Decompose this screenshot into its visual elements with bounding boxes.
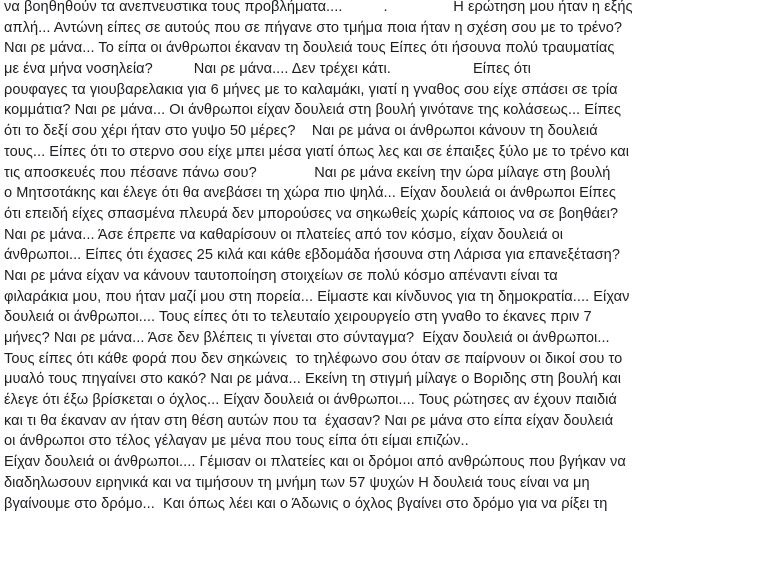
post-text-line: οι άνθρωποι στο τέλος γέλαγαν με μένα που τους είπα ότι είμαι επιζών.. [4,433,469,450]
post-text-line: Ναι ρε μάνα είχαν να κάνουν ταυτοποίηση στοιχείων σε πολύ κόσμο απέναντι είναι τα [4,267,558,284]
post-text-line: δουλειά οι άνθρωποι.... Τους είπες ότι το τελευταίο χειρουργείο στη γναθο το έκανες πριν 7 [4,309,592,326]
post-text-line: τις αποσκευές που πέσανε πάνω σου? Ναι ρε μάνα εκείνη την ώρα μίλαγε στη βουλή [4,164,611,181]
post-text-line: τους... Είπες ότι το στερνο σου είχε μπει μέσα γιατί όπως λες και σε έπαιξες ξύλο με το τρένο και [4,143,630,160]
post-text-line: μήνες? Ναι ρε μάνα... Άσε δεν βλέπεις τι γίνεται στο σύνταγμα? Είχαν δουλειά οι άνθρωποι... [4,330,610,346]
post-text-line: βγαίνουμε στο δρόμο... Και όπως λέει και ο Άδωνις ο όχλος βγαίνει στο δρόμο για να ρίξει τη [4,495,608,512]
post-body-text [4,0,768,514]
post-text-line: να βοηθηθούν τα ανεπνευστικα τους προβλήματα.... . Η ερώτηση μου ήταν η εξής [4,0,633,15]
post-text-line: ρουφαγες τα γιουβαρελακια για 6 μήνες με το καλαμάκι, γιατί η γναθος σου είχε σπάσει σε τρία [4,81,618,98]
post-text-line: φιλαράκια μου, που ήταν μαζί μου στη πορεία... Είμαστε και κίνδυνος για τη δημοκρατία.... Είχαν [4,288,630,305]
post-text-line: μυαλό τους πηγαίνει στο κακό? Ναι ρε μάνα... Εκείνη τη στιγμή μίλαγε ο Βοριδης στη βουλή και [4,371,621,388]
post-text-line: ότι το δεξί σου χέρι ήταν στο γυψο 50 μέρες? Ναι ρε μάνα οι άνθρωποι κάνουν τη δουλειά [4,123,598,140]
post-text-line: Ναι ρε μάνα... Το είπα οι άνθρωποι έκαναν τη δουλειά τους Είπες ότι ήσουνα πολύ τραυματίας [4,40,615,57]
post-text-line: με ένα μήνα νοσηλεία? Ναι ρε μάνα.... Δεν τρέχει κάτι. Είπες ότι [4,61,531,78]
post-text-line: διαδηλωσουν ειρηνικά και να τιμήσουν τη μνήμη των 57 ψυχών Η δουλειά τους είναι να μη [4,474,590,491]
post-text-line: έλεγε ότι έξω βρίσκεται ο όχλος... Είχαν δουλειά οι άνθρωποι.... Τους ρώτησες αν έχουν παιδιά [4,392,617,409]
post-text-line: απλή... Αντώνη είπες σε αυτούς που σε πήγανε στο τμήμα ποια ήταν η σχέση σου με το τρένο? [4,19,623,36]
post-text-line: άνθρωποι... Είπες ότι έχασες 25 κιλά και κάθε εβδομάδα ήσουνα στη Λάρισα για επανεξέταση? [4,247,621,264]
post-text-line: Είχαν δουλειά οι άνθρωποι.... Γέμισαν οι πλατείες και οι δρόμοι από ανθρώπους που βγήκαν να [4,454,626,471]
post-text-line: και τι θα έκαναν αν ήταν στη θέση αυτών που τα έχασαν? Ναι ρε μάνα στο είπα είχαν δουλειά [4,412,614,429]
post-text-line: Τους είπες ότι κάθε φορά που δεν σηκώνεις το τηλέφωνο σου όταν σε παίρνουν οι δικοί σου το [4,350,623,367]
post-text-line: ότι επειδή είχες σπασμένα πλευρά δεν μπορούσες να σηκωθείς χωρίς κάποιος να σε βοηθάει? [4,205,619,222]
post-text-line: Ναι ρε μάνα... Άσε έπρεπε να καθαρίσουν οι πλατείες από τον κόσμο, είχαν δουλειά οι [4,226,564,243]
post-text-line: κομμάτια? Ναι ρε μάνα... Οι άνθρωποι είχαν δουλειά στη βουλή γινότανε της κολάσεως... Είπες [4,102,622,119]
post-text-line: ο Μητσοτάκης και έλεγε ότι θα ανεβάσει τη χώρα πιο ψηλά... Είχαν δουλειά οι άνθρωποι Είπες [4,185,616,202]
